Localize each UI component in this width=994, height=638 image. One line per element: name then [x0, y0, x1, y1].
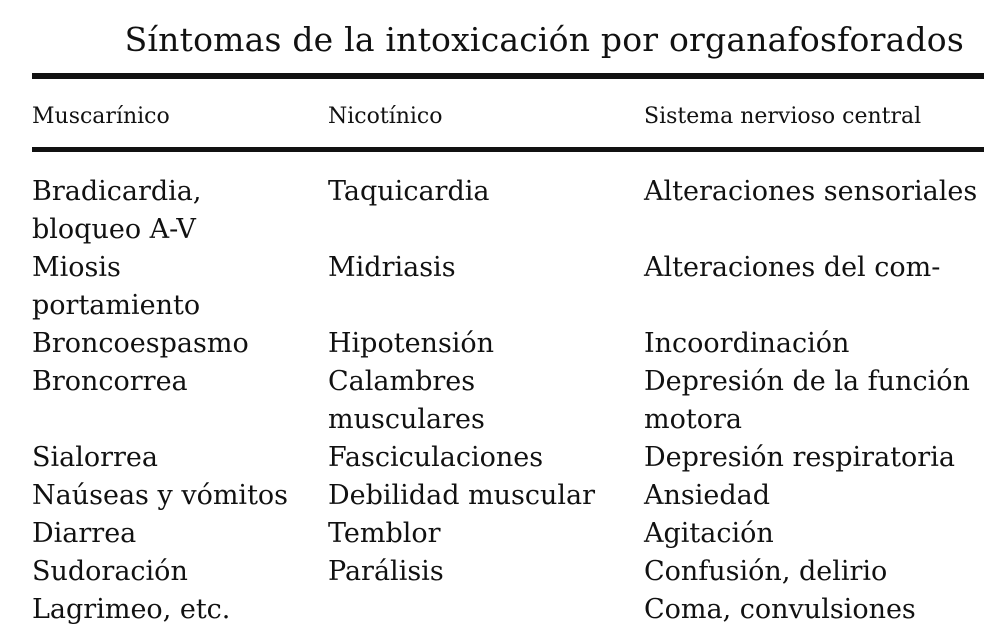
top-rule	[32, 73, 984, 79]
cns-symptom: Depresión respiratoria	[644, 442, 955, 473]
nicotinic-symptom: Taquicardia	[328, 176, 490, 207]
muscarinic-symptom: Lagrimeo, etc.	[32, 594, 231, 625]
muscarinic-symptom: Sudoración	[32, 556, 188, 587]
cns-symptom: Alteraciones sensoriales	[644, 176, 978, 207]
table-title: Síntomas de la intoxicación por organafosforados	[124, 20, 964, 59]
nicotinic-symptom: Midriasis	[328, 252, 456, 283]
cns-symptom: Agitación	[644, 518, 774, 549]
muscarinic-symptom: Diarrea	[32, 518, 137, 549]
muscarinic-symptom: Bradicardia, bloqueo A-V	[32, 176, 202, 245]
nicotinic-symptom: Parálisis	[328, 556, 444, 587]
nicotinic-symptom: Temblor	[328, 518, 441, 549]
muscarinic-symptom: Sialorrea	[32, 442, 159, 473]
nicotinic-symptom: Debilidad muscular	[328, 480, 596, 511]
cns-symptom: Coma, convulsiones	[644, 594, 916, 625]
cns-symptom: Ansiedad	[644, 480, 771, 511]
nicotinic-symptom: Fasciculaciones	[328, 442, 544, 473]
header-muscarinic: Muscarínico	[32, 104, 170, 129]
header-nicotinic: Nicotínico	[328, 104, 443, 129]
cns-symptom: Confusión, delirio	[644, 556, 888, 587]
cns-symptom: Depresión de la función motora	[644, 366, 970, 435]
header-cns: Sistema nervioso central	[644, 104, 922, 129]
nicotinic-symptom: Hipotensión	[328, 328, 495, 359]
muscarinic-symptom: Miosis portamiento	[32, 252, 201, 321]
header-rule	[32, 147, 984, 152]
muscarinic-symptom: Broncorrea	[32, 366, 188, 397]
cns-symptom: Alteraciones del com-	[644, 252, 941, 283]
muscarinic-symptom: Broncoespasmo	[32, 328, 249, 359]
nicotinic-symptom: Calambres musculares	[328, 366, 485, 435]
muscarinic-symptom: Naúseas y vómitos	[32, 480, 289, 511]
cns-symptom: Incoordinación	[644, 328, 850, 359]
